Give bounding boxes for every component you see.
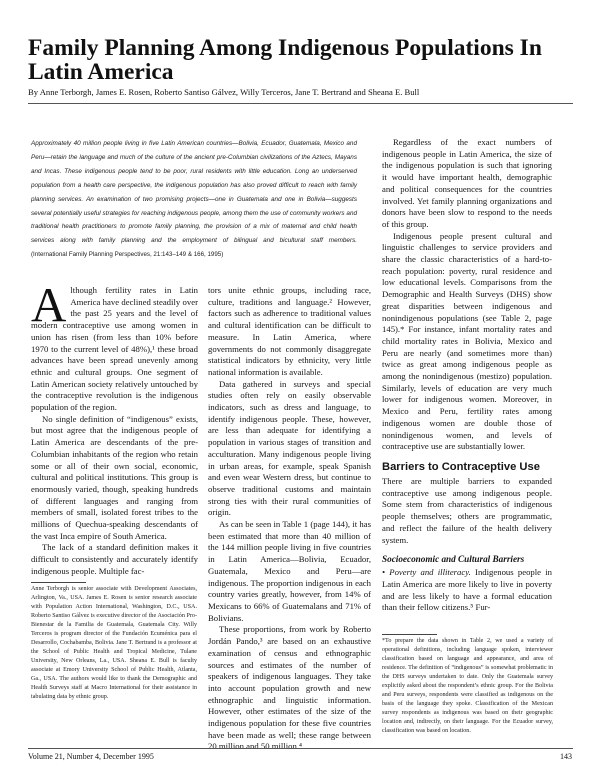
body-column-1 [31,277,198,578]
page-number: 143 [560,752,572,761]
author-note: Anne Terborgh is senior associate with Development Associates, Arlington, Va., USA. James E. Rosen is senior research associate with Population Action International, Washington, D.C., USA. Roberto Santiso Gálvez is executive director of the Asociación Pro-Bienestar de la Familia de Guatemala, Guatemala City. Willy Terceros is program director of the Fundación Ecuménica para el Desarrollo, Cochabamba, Bolivia. Jane T. Bertrand is a professor at the School of Public Health and Tropical Medicine, Tulane University, New Orleans, La., USA. Sheana E. Bull is faculty associate at Emory University School of Public Health, Atlanta, Ga., USA. The authors would like to thank the Demographic and Health Surveys staff at Macro International for their assistance in tabulating data by ethnic group. [31,586,197,701]
footer-divider [28,748,573,749]
paragraph: As can be seen in Table 1 (page 144), it has been estimated that more than 40 million of the 144 million people living in five countries in Latin America—Bolivia, Ecuador, Guatemala, Mexico and Peru—are indigenous. The proportion indigenous in each country varies greatly, however, from 14% of Mexicans to 66% of Guatemalans and 71% of Bolivians. [208,519,371,623]
article-title: Family Planning Among Indigenous Populations In Latin America [28,35,542,85]
paragraph: The lack of a standard definition makes it difficult to consistently and accurately identify indigenous people. Multiple fac- [31,542,198,576]
bullet-label: • Poverty and illiteracy. [382,567,471,578]
author-byline: By Anne Terborgh, James E. Rosen, Roberto Santiso Gálvez, Willy Terceros, Jane T. Bertrand and Sheana E. Bull [28,87,420,97]
paragraph: Data gathered in surveys and special studies often rely on easily observable indicators, such as dress and language, to identify indigenous people. These, however, are less than adequate for identifying a population in various stages of transition and acculturation. Many indigenous people living in urban areas, for example, speak Spanish and even wear Western dress, but continue to observe traditional customs and maintain strong ties with their rural communities of origin. [208,378,371,518]
paragraph [31,277,198,414]
body-column-2 [208,285,371,753]
subsection-heading: Socioeconomic and Cultural Barriers [382,554,525,565]
abstract-text: Approximately 40 million people living in five Latin American countries—Bolivia, Ecuador, Guatemala, Mexico and Peru—retain the language and much of the culture of the ancient pre-Columbian civilizations of the Aztecs, Mayans and Incas. These indigenous people tend to be poor, rural residents with little education. Long an underserved population from a health care perspective, the indigenous population has also proved difficult to reach with family planning services. An examination of two promising projects—one in Guatemala and one in Bolivia—suggests several potentially useful strategies for reaching indigenous people, among them the use of community workers and traditional health practitioners to promote family planning, the provision of a mix of maternal and child health services along with family planning and the employment of bilingual and bicultural staff members. [31,140,357,245]
header-divider [28,103,573,104]
paragraph: No single definition of “indigenous” exists, but most agree that the indigenous people of Latin America are descendants of the pre-Columbian inhabitants of the region who retain some or all of their own social, economic, cultural and political institutions. This group is enormously varied, though, speaking hundreds of different languages and ranging from members of small, isolated forest tribes to the millions of Quechua-speaking descendants of the vast Inca empire of South America. [31,413,198,541]
issue-info: Volume 21, Number 4, December 1995 [28,752,154,761]
body-column-3 [382,137,552,614]
abstract [31,137,357,262]
paragraph: These proportions, from work by Roberto Jordán Pando,³ are based on an exhaustive examination of census and ethnographic sources and estimates of the number of speakers of indigenous languages. They take into account population growth and new ethnographic and linguistic information. However, other estimates of the size of the indigenous population for these five countries have been made as well; these range between 20 million and 50 million.⁴ [208,624,371,752]
footnote: *To prepare the data shown in Table 2, we used a variety of operational definitions, including language spoken, interviewer classification based on language and appearance, and area of residence. The definition of “indigenous” is somewhat problematic in the DHS surveys undertaken to date. Only the Guatemala survey explicitly asked about the respondent’s ethnic group. For the Bolivia and Peru surveys, respondents were classified as indigenous on the basis of the language they spoke. Classification of the Mexican survey respondents as indigenous was based on their geographic location and, indirectly, on their language. For the Ecuador survey, classification was based on location. [382,638,553,735]
paragraph-text: Indigenous people in Latin America are more likely to live in poverty and are less likely to have a formal education than their fellow citizens.⁵ Fur- [382,567,553,613]
footnote-divider [382,634,437,635]
paragraph: Regardless of the exact numbers of indigenous people in Latin America, the size of the indigenous population is such that ignoring it would have important health, demographic and political consequences for the countries involved. Yet family planning organizations and donors have been slow to respond to the needs of this group. [382,137,552,229]
paragraph: There are multiple barriers to expanded contraceptive use among indigenous people. Some stem from characteristics of indigenous people themselves; others are programmatic, and reflect the failure of the health delivery system. [382,475,552,545]
section-heading: Barriers to Contraceptive Use [382,460,540,473]
paragraph-text: lthough fertility rates in Latin America have declined steadily over the past 25 years and the level of modern contraceptive use among women in union has risen (from less than 10% before 1970 to the current level of 48%),¹ these broad advances have been spread unevenly among ethnic and cultural groups. One segment of Latin American society relatively untouched by the contraceptive revolution is the indigenous population of the region. [31,285,198,413]
footnote-divider [31,582,86,583]
abstract-citation: (International Family Planning Perspectives, 21:143–149 & 166, 1995) [31,251,224,259]
drop-cap: A [31,277,67,332]
paragraph: Indigenous people present cultural and linguistic challenges to service providers and share the classic characteristics of a hard-to-reach population: poverty, rural residence and low educational levels. Comparisons from the Demographic and Health Surveys (DHS) show great disparities between indigenous and nonindigenous populations (see Table 2, page 145).* For instance, infant mortality rates and child mortality rates in Bolivia, Mexico and Peru are nearly (and sometimes more than) twice as great among indigenous people as among the nonindigenous (mestizo) population. Similarly, levels of education are very much lower for indigenous women. Moreover, in Mexico and Peru, fertility rates among indigenous women are double those of nonindigenous women, and levels of contraceptive use are substantially lower. [382,230,552,452]
paragraph [382,567,552,614]
paragraph: tors unite ethnic groups, including race, culture, traditions and language.² However, factors such as adherence to traditional values and cultural identification can be difficult to measure. In Latin America, where governments do not commonly disaggregate statistical indicators by ethnicity, very little national information is available. [208,285,371,377]
